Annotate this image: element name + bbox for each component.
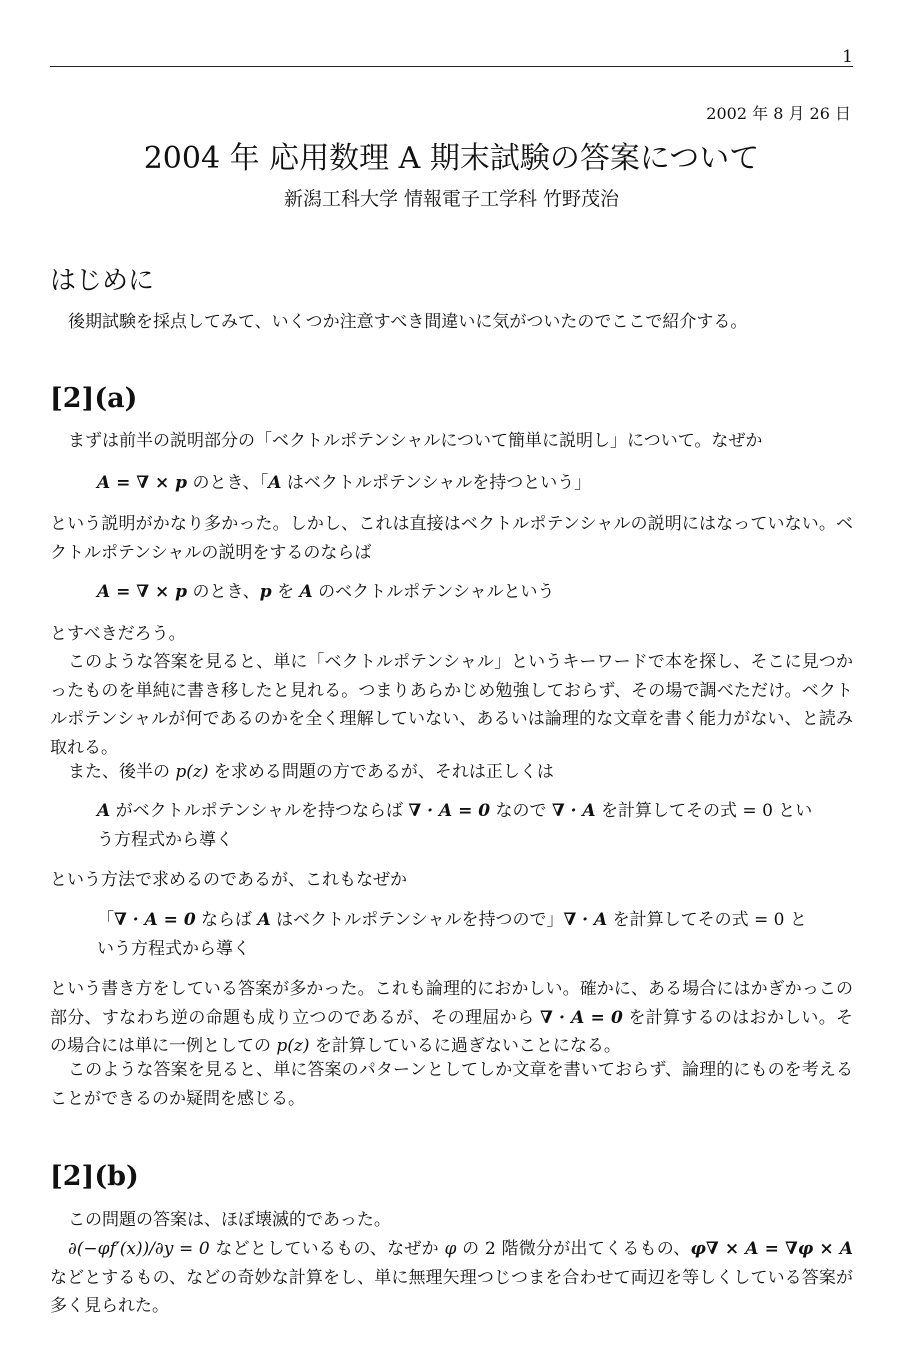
math-expression: φ∇ × A = ∇φ × A xyxy=(690,1239,853,1259)
quote-text: がベクトルポテンシャルを持つならば xyxy=(110,801,409,821)
s2a-paragraph-4: このような答案を見ると、単に「ベクトルポテンシャル」というキーワードで本を探し、そこに見つかったものを単純に書き移したと見れる。つまりあらかじめ勉強しておらず、その場で調べただけ。ベクトルポテンシャルが何であるのかを全く理解していない、あるいは論理的な文章を書く能力がない、と読み取れる。 xyxy=(50,652,853,758)
quote-text: のベクトルポテンシャルという xyxy=(312,582,555,602)
para-text: を求める問題の方であるが、それは正しくは xyxy=(208,762,554,782)
quote-text: を計算してその式 = 0 という方程式から導く xyxy=(97,910,807,959)
quote-text: はベクトルポテンシャルを持つという」 xyxy=(281,473,592,493)
s2a-paragraph-7 xyxy=(50,975,853,1061)
para-text: などとしているもの、なぜか xyxy=(209,1239,445,1259)
math-expression: ∇ · A xyxy=(563,910,608,930)
s2a-paragraph-5 xyxy=(50,758,853,787)
math-symbol: A xyxy=(299,582,313,602)
section-heading-intro: はじめに xyxy=(50,266,155,296)
math-expression: A = ∇ × p xyxy=(97,473,188,493)
math-expression: ∂(−φf′(x))/∂y = 0 xyxy=(68,1239,210,1259)
section-heading-2a: [2](a) xyxy=(50,383,138,414)
quote-text: 「 xyxy=(97,910,114,930)
math-expression: ∇ · A = 0 xyxy=(408,801,491,821)
math-symbol: A xyxy=(257,910,271,930)
math-expression: A = ∇ × p xyxy=(97,582,188,602)
quote-text: のとき、 xyxy=(187,582,260,602)
s2a-paragraph-2: という説明がかなり多かった。しかし、これは直接はベクトルポテンシャルの説明にはなっていない。ベクトルポテンシャルの説明をするのならば xyxy=(50,514,853,563)
para-text: を計算しているに過ぎないことになる。 xyxy=(309,1036,621,1056)
s2a-quote-4 xyxy=(97,906,817,963)
math-expression: ∇ · A xyxy=(551,801,596,821)
s2a-paragraph-3: とすべきだろう。 xyxy=(50,624,186,644)
math-expression: ∇ · A = 0 xyxy=(114,910,196,930)
s2a-paragraph-6: という方法で求めるのであるが、これもなぜか xyxy=(50,870,407,890)
quote-text: はベクトルポテンシャルを持つので」 xyxy=(270,910,564,930)
page-number: 1 xyxy=(842,47,853,67)
math-symbol: A xyxy=(268,473,282,493)
para-text: の 2 階微分が出てくるもの、 xyxy=(456,1239,691,1259)
section-heading-2b: [2](b) xyxy=(50,1161,139,1192)
intro-paragraph: 後期試験を採点してみて、いくつか注意すべき間違いに気がついたのでここで紹介する。 xyxy=(68,312,748,332)
para-text: を計算するのはおかしい。その場合には単に一例としての xyxy=(50,1007,854,1056)
quote-text: を xyxy=(271,582,300,602)
para-text: また、後半の xyxy=(68,762,176,782)
para-text: などとするもの、などの奇妙な計算をし、単に無理矢理つじつまを合わせて両辺を等しくしている答案が多く見られた。 xyxy=(50,1267,853,1316)
s2a-paragraph-1: まずは前半の説明部分の「ベクトルポテンシャルについて簡単に説明し」について。なぜか xyxy=(68,431,763,451)
math-symbol: A xyxy=(97,801,111,821)
math-symbol: φ xyxy=(444,1239,457,1259)
s2a-quote-2 xyxy=(97,578,817,607)
s2b-paragraph-1: この問題の答案は、ほぼ壊滅的であった。 xyxy=(68,1210,391,1230)
math-expression: p(z) xyxy=(276,1036,310,1056)
quote-text: なので xyxy=(490,801,552,821)
s2b-paragraph-2 xyxy=(50,1235,853,1321)
math-symbol: p xyxy=(259,582,272,602)
math-expression: p(z) xyxy=(175,762,209,782)
s2a-paragraph-8: このような答案を見ると、単に答案のパターンとしてしか文章を書いておらず、論理的にものを考えることができるのか疑問を感じる。 xyxy=(50,1060,853,1109)
s2a-quote-1 xyxy=(97,469,817,498)
document-date: 2002 年 8 月 26 日 xyxy=(706,104,851,123)
quote-text: を計算してその式 = 0 という方程式から導く xyxy=(97,801,813,850)
document-title: 2004 年 応用数理 A 期末試験の答案について xyxy=(143,141,760,176)
quote-text: ならば xyxy=(195,910,258,930)
quote-text: のとき、「 xyxy=(187,473,269,493)
s2a-quote-3 xyxy=(97,797,817,854)
para-text: という書き方をしている答案が多かった。これも論理的におかしい。確かに、ある場合にはかぎかっこの部分、すなわち逆の命題も成り立つのであるが、その理屈から xyxy=(50,979,853,1028)
math-expression: ∇ · A = 0 xyxy=(539,1007,623,1028)
author-affiliation: 新潟工科大学 情報電子工学科 竹野茂治 xyxy=(283,188,620,210)
header-rule xyxy=(50,66,853,67)
